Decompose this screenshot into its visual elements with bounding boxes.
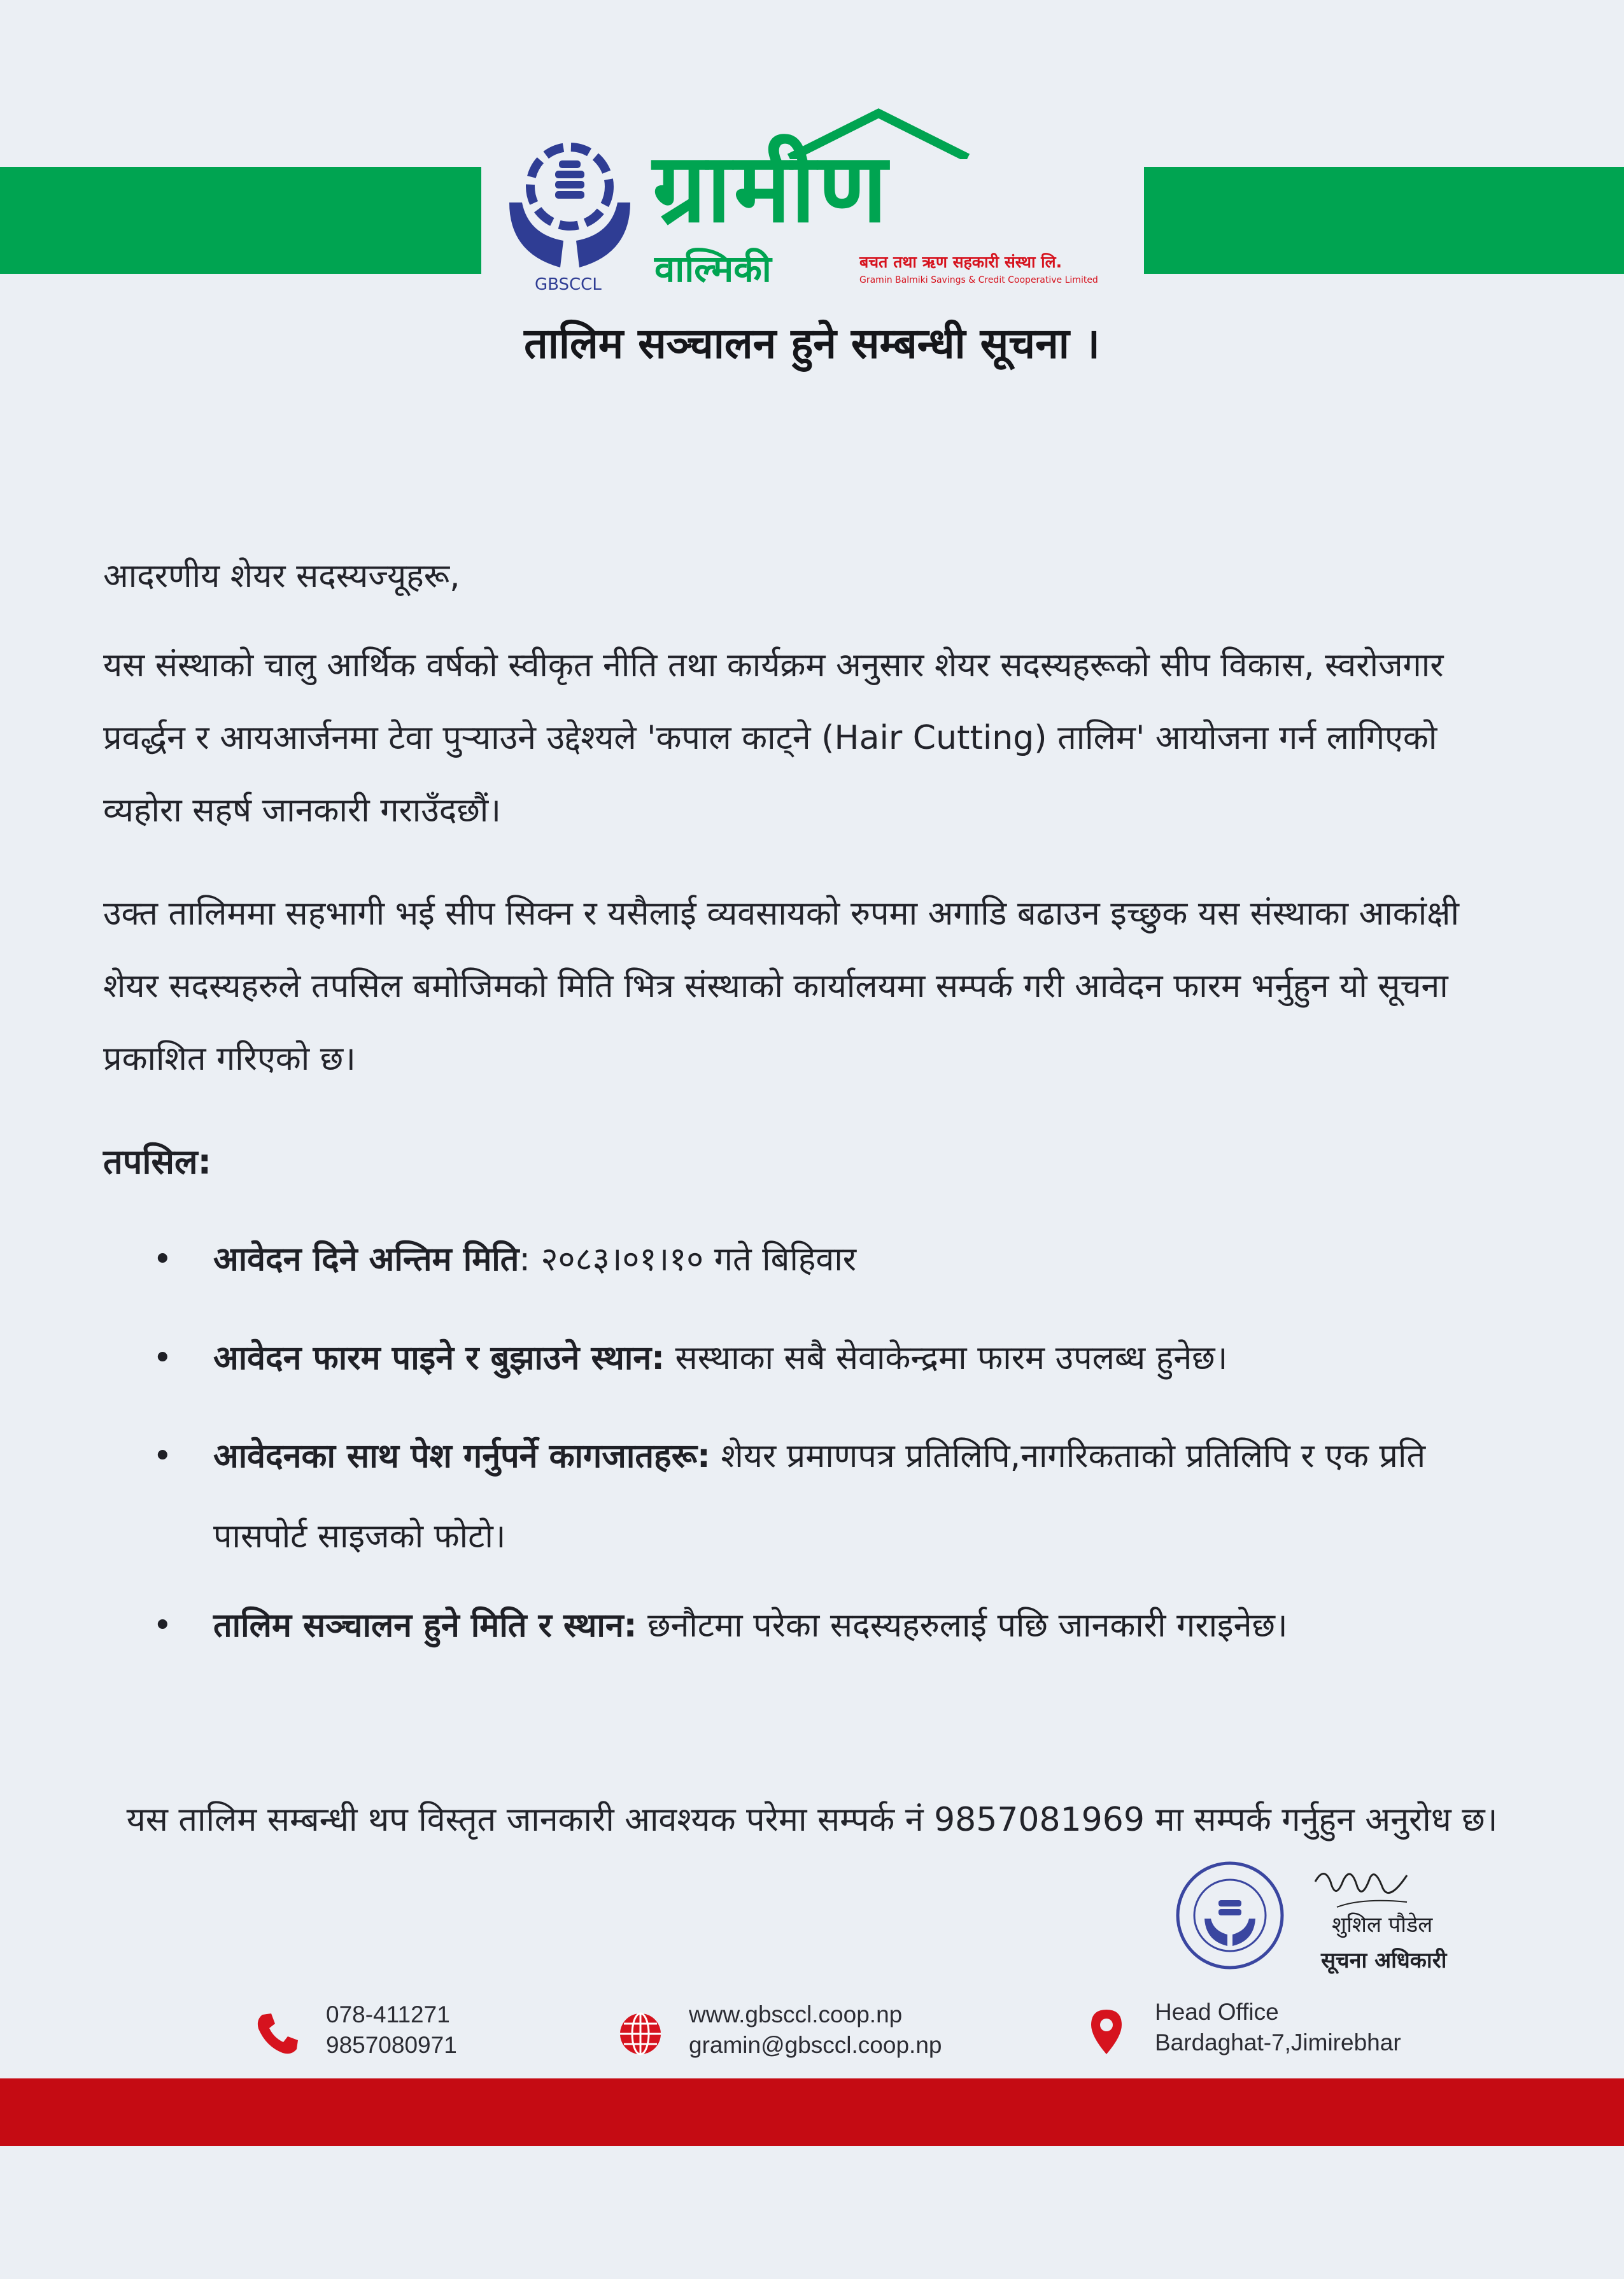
item-value: : २०८३।०१।१० गते बिहिवार <box>519 1240 857 1279</box>
logo-abbreviation: GBSCCL <box>535 275 602 294</box>
bullet-icon: • <box>153 1607 173 1645</box>
details-heading: तपसिल: <box>103 1142 212 1182</box>
closing-note: यस तालिम सम्बन्धी थप विस्तृत जानकारी आवश्यक परेमा सम्पर्क नं 9857081969 मा सम्पर्क गर्नुहुन अनुरोध छ। <box>126 1801 1498 1839</box>
footer-red-band <box>0 2078 1624 2146</box>
item-label: तालिम सञ्चालन हुने मिति र स्थान: <box>213 1607 637 1645</box>
bullet-icon: • <box>153 1339 173 1377</box>
item-value: सस्थाका सबै सेवाकेन्द्रमा फारम उपलब्ध हुनेछ। <box>665 1339 1228 1377</box>
paragraph-2: उक्त तालिममा सहभागी भई सीप सिक्न र यसैलाई व्यवसायको रुपमा अगाडि बढाउन इच्छुक यस संस्थाका आकांक्षी शेयर सदस्यहरुले तपसिल बमोजिमको मिति भित्र संस्थाको कार्यालयमा सम्पर्क गरी आवेदन फारम भर्नुहुन यो सूचना प्रकाशित गरिएको छ। <box>103 895 1459 1078</box>
logo-tagline: बचत तथा ऋण सहकारी संस्था लि. <box>859 253 1063 271</box>
phone-number-1: 078-411271 <box>326 2001 450 2027</box>
logo-subtitle: वाल्मिकी <box>654 247 772 290</box>
item-label: आवेदन दिने अन्तिम मिति <box>213 1240 519 1279</box>
phone-number-2: 9857080971 <box>326 2032 457 2058</box>
hands-coins-emblem-icon <box>503 126 637 279</box>
notice-title: तालिम सञ्चालन हुने सम्बन्धी सूचना । <box>524 319 1100 368</box>
item-label: आवेदनका साथ पेश गर्नुपर्ने कागजातहरू: <box>213 1437 710 1475</box>
header-green-band-left <box>0 167 481 274</box>
official-stamp-icon <box>1173 1858 1287 1973</box>
logo-tagline-english: Gramin Balmiki Savings & Credit Cooperative Limited <box>859 275 1098 285</box>
greeting: आदरणीय शेयर सदस्यज्यूहरू, <box>103 557 460 595</box>
item-value: छनौटमा परेका सदस्यहरुलाई पछि जानकारी गराइनेछ। <box>637 1607 1288 1645</box>
header-green-band-right <box>1144 167 1624 274</box>
bullet-icon: • <box>153 1437 173 1475</box>
logo-wordmark: ग्रामीण <box>653 132 890 244</box>
office-address: Bardaghat-7,Jimirebhar <box>1155 2029 1401 2055</box>
globe-icon <box>616 2010 665 2058</box>
website-link[interactable]: www.gbsccl.coop.np <box>689 2001 903 2027</box>
email-link[interactable]: gramin@gbsccl.coop.np <box>689 2032 942 2058</box>
signatory-name: शुशिल पौडेल <box>1332 1912 1433 1938</box>
item-label: आवेदन फारम पाइने र बुझाउने स्थान: <box>213 1339 665 1377</box>
office-label: Head Office <box>1155 1999 1279 2025</box>
phone-icon <box>253 2010 302 2058</box>
signatory-title: सूचना अधिकारी <box>1321 1948 1447 1973</box>
item-value: शेयर प्रमाणपत्र प्रतिलिपि,नागरिकताको प्रतिलिपि र एक प्रति पासपोर्ट साइजको फोटो। <box>213 1437 1426 1556</box>
organization-logo <box>484 108 1142 293</box>
location-pin-icon <box>1082 2007 1131 2055</box>
paragraph-1: यस संस्थाको चालु आर्थिक वर्षको स्वीकृत नीति तथा कार्यक्रम अनुसार शेयर सदस्यहरूको सीप विकास, स्वरोजगार प्रवर्द्धन र आयआर्जनमा टेवा पुर्‍याउने उद्देश्यले 'कपाल काट्ने (Hair Cutting) तालिम' आयोजना गर्न लागिएको व्यहोरा सहर्ष जानकारी गराउँदछौं। <box>103 646 1444 830</box>
bullet-icon: • <box>153 1240 173 1279</box>
